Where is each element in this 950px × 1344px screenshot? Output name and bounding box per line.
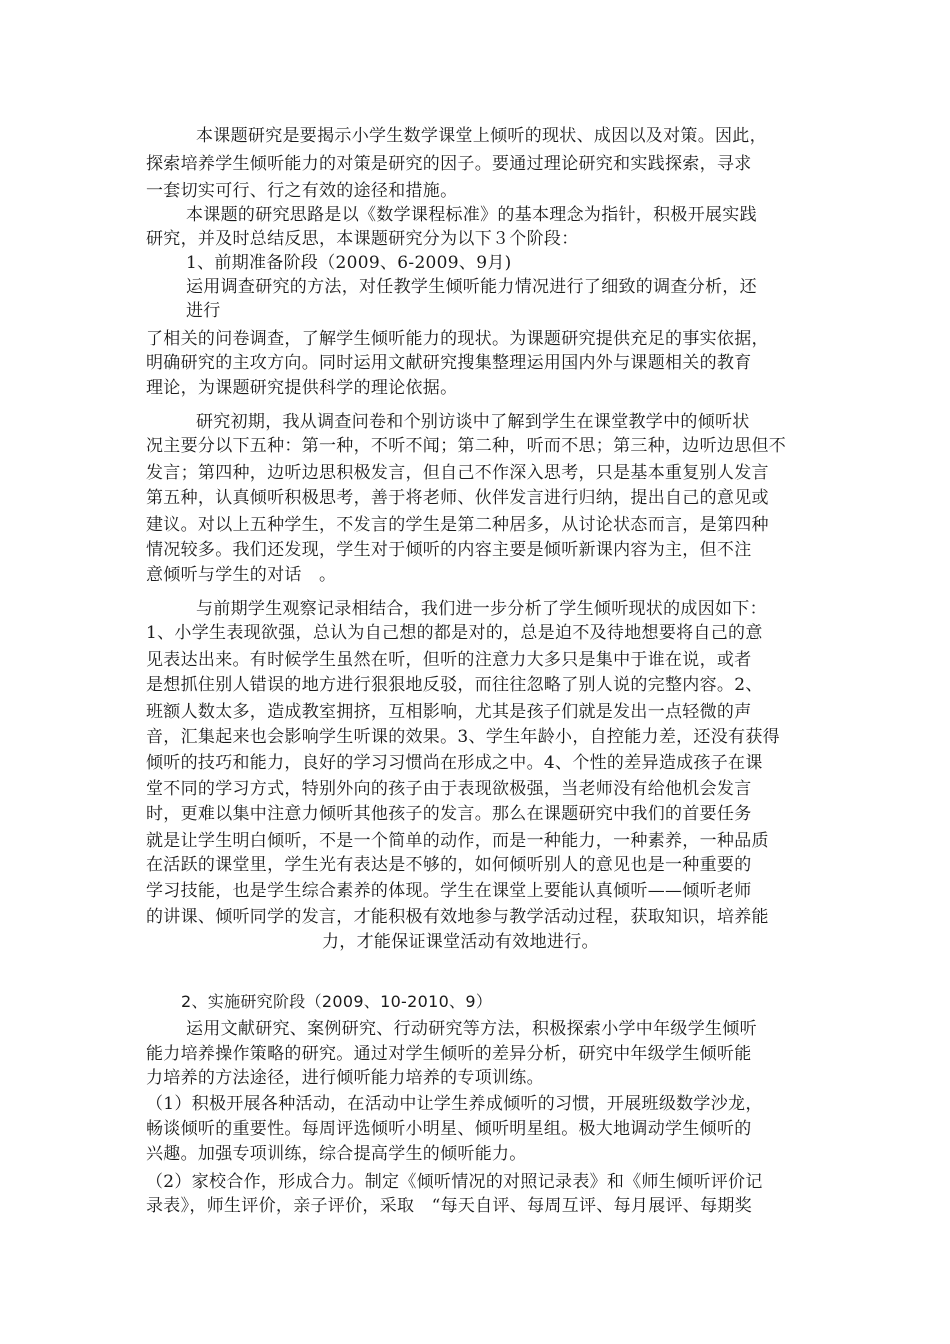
paragraph-line: 力，才能保证课堂活动有效地进行。 bbox=[322, 932, 599, 952]
paragraph-line: 力培养的方法途径，进行倾听能力培养的专项训练。 bbox=[146, 1068, 544, 1088]
paragraph-line: 录表》，师生评价，亲子评价，采取 “每天自评、每周互评、每月展评、每期奖 bbox=[146, 1196, 752, 1216]
paragraph-line: 意倾听与学生的对话 。 bbox=[146, 565, 337, 585]
paragraph-line: 运用文献研究、案例研究、行动研究等方法，积极探索小学中年级学生倾听 bbox=[186, 1019, 757, 1039]
paragraph-line: 研究，并及时总结反思，本课题研究分为以下３个阶段： bbox=[146, 229, 579, 249]
paragraph-line: 况主要分以下五种：第一种，不听不闻；第二种，听而不思；第三种，边听边思但不 bbox=[146, 436, 787, 456]
paragraph-line: 第五种，认真倾听积极思考，善于将老师、伙伴发言进行归纳，提出自己的意见或 bbox=[146, 488, 769, 508]
paragraph-line: 情况较多。我们还发现，学生对于倾听的内容主要是倾听新课内容为主，但不注 bbox=[146, 540, 752, 560]
paragraph-line: 与前期学生观察记录相结合，我们进一步分析了学生倾听现状的成因如下： bbox=[196, 599, 767, 619]
paragraph-line: 兴趣。加强专项训练，综合提高学生的倾听能力。 bbox=[146, 1144, 527, 1164]
paragraph-line: 班额人数太多，造成教室拥挤，互相影响，尤其是孩子们就是发出一点轻微的声 bbox=[146, 702, 752, 722]
paragraph-line: 探索培养学生倾听能力的对策是研究的因子。要通过理论研究和实践探索，寻求 bbox=[146, 154, 752, 174]
paragraph-line: 倾听的技巧和能力，良好的学习习惯尚在形成之中。4、个性的差异造成孩子在课 bbox=[146, 753, 763, 773]
paragraph-line: 时，更难以集中注意力倾听其他孩子的发言。那么在课题研究中我们的首要任务 bbox=[146, 804, 752, 824]
paragraph-line: 本课题研究是要揭示小学生数学课堂上倾听的现状、成因以及对策。因此， bbox=[196, 126, 767, 146]
paragraph-line: 畅谈倾听的重要性。每周评选倾听小明星、倾听明星组。极大地调动学生倾听的 bbox=[146, 1119, 752, 1139]
paragraph-line: 本课题的研究思路是以《数学课程标准》的基本理念为指针，积极开展实践 bbox=[186, 205, 757, 225]
paragraph-line: 研究初期，我从调查问卷和个别访谈中了解到学生在课堂教学中的倾听状 bbox=[196, 412, 750, 432]
paragraph-line: 在活跃的课堂里，学生光有表达是不够的，如何倾听别人的意见也是一种重要的 bbox=[146, 855, 752, 875]
paragraph-line: 理论，为课题研究提供科学的理论依据。 bbox=[146, 378, 458, 398]
list-item: （2）家校合作，形成合力。制定《倾听情况的对照记录表》和《师生倾听评价记 bbox=[146, 1172, 763, 1192]
paragraph-line: 明确研究的主攻方向。同时运用文献研究搜集整理运用国内外与课题相关的教育 bbox=[146, 353, 752, 373]
list-item: （1）积极开展各种活动，在活动中让学生养成倾听的习惯，开展班级数学沙龙， bbox=[146, 1094, 763, 1114]
paragraph-line: 就是让学生明白倾听，不是一个简单的动作，而是一种能力，一种素养，一种品质 bbox=[146, 831, 769, 851]
paragraph-line: 能力培养操作策略的研究。通过对学生倾听的差异分析，研究中年级学生倾听能 bbox=[146, 1044, 752, 1064]
paragraph-line: 的讲课、倾听同学的发言，才能积极有效地参与教学活动过程，获取知识，培养能 bbox=[146, 907, 769, 927]
paragraph-line: 堂不同的学习方式，特别外向的孩子由于表现欲极强，当老师没有给他机会发言 bbox=[146, 779, 752, 799]
paragraph-line: 了相关的问卷调查，了解学生倾听能力的现状。为课题研究提供充足的事实依据， bbox=[146, 329, 769, 349]
paragraph-line: 发言；第四种，边听边思积极发言，但自己不作深入思考，只是基本重复别人发言 bbox=[146, 463, 769, 483]
paragraph-line: 音，汇集起来也会影响学生听课的效果。3、学生年龄小，自控能力差，还没有获得 bbox=[146, 727, 780, 747]
paragraph-line: 运用调查研究的方法，对任教学生倾听能力情况进行了细致的调查分析，还 bbox=[186, 277, 757, 297]
paragraph-line: 进行 bbox=[186, 301, 221, 321]
paragraph-line: 见表达出来。有时候学生虽然在听，但听的注意力大多只是集中于谁在说，或者 bbox=[146, 650, 752, 670]
paragraph-line: 一套切实可行、行之有效的途径和措施。 bbox=[146, 181, 458, 201]
paragraph-line: 1、小学生表现欲强，总认为自己想的都是对的，总是迫不及待地想要将自己的意 bbox=[146, 623, 763, 643]
section-heading: 2、实施研究阶段（2009、10-2010、9） bbox=[181, 992, 493, 1011]
section-heading: 1、前期准备阶段（2009、6-2009、9月) bbox=[186, 253, 512, 273]
paragraph-line: 建议。对以上五种学生，不发言的学生是第二种居多，从讨论状态而言，是第四种 bbox=[146, 515, 769, 535]
paragraph-line: 学习技能，也是学生综合素养的体现。学生在课堂上要能认真倾听——倾听老师 bbox=[146, 881, 752, 901]
paragraph-line: 是想抓住别人错误的地方进行狠狠地反驳，而往往忽略了别人说的完整内容。2、 bbox=[146, 675, 763, 695]
